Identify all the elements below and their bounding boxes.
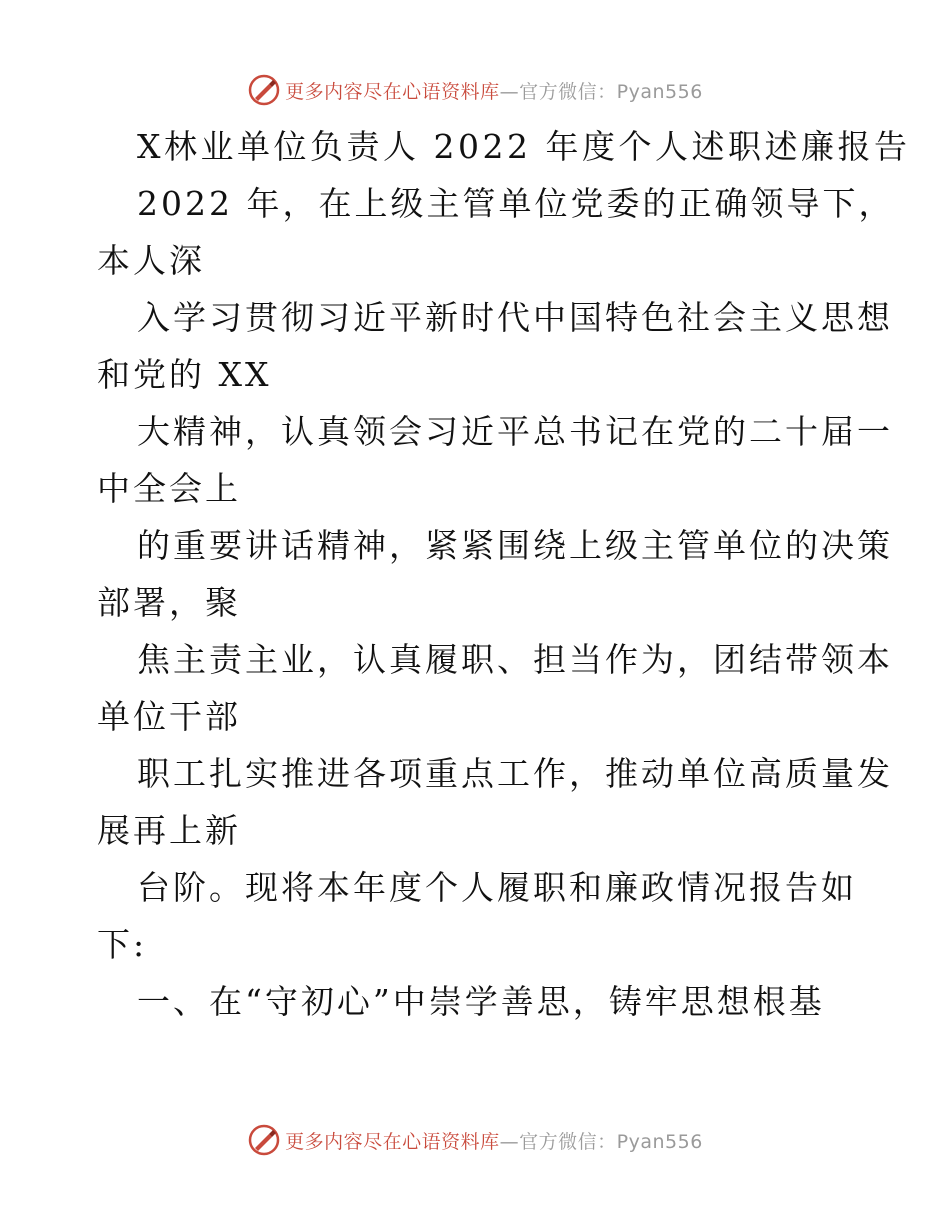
text-line: 展再上新	[97, 811, 241, 850]
watermark-brand: 更多内容尽在心语资料库	[285, 1130, 500, 1153]
pen-logo-icon	[247, 73, 281, 107]
watermark-text	[285, 1127, 703, 1154]
watermark-contact: —官方微信：Pyan556	[499, 80, 703, 103]
text-line: 2022 年，在上级主管单位党委的正确领导下，	[137, 184, 895, 223]
document-paragraphs	[97, 175, 895, 1030]
text-line: 大精神，认真领会习近平总书记在党的二十届一	[137, 412, 893, 451]
document-title: X林业单位负责人 2022 年度个人述职述廉报告	[137, 127, 911, 166]
text-line: 台阶。现将本年度个人履职和廉政情况报告如	[137, 868, 857, 907]
watermark-brand: 更多内容尽在心语资料库	[285, 80, 500, 103]
text-line: 单位干部	[97, 697, 241, 736]
text-line: 的重要讲话精神，紧紧围绕上级主管单位的决策	[137, 526, 893, 565]
header-watermark	[0, 70, 950, 110]
text-line: 入学习贯彻习近平新时代中国特色社会主义思想	[137, 298, 893, 337]
pen-logo-icon	[247, 1123, 281, 1157]
text-line: 本人深	[97, 241, 205, 280]
watermark-contact: —官方微信：Pyan556	[499, 1130, 703, 1153]
text-line: 下:	[97, 925, 148, 964]
text-line: 职工扎实推进各项重点工作，推动单位高质量发	[137, 754, 893, 793]
text-line: 部署，聚	[97, 583, 241, 622]
text-line: 和党的 XX	[97, 355, 272, 394]
text-line: 中全会上	[97, 469, 241, 508]
footer-watermark	[0, 1120, 950, 1160]
text-line: 一、在“守初心”中崇学善思，铸牢思想根基	[137, 982, 825, 1021]
text-line: 焦主责主业，认真履职、担当作为，团结带领本	[137, 640, 893, 679]
watermark-text	[285, 77, 703, 104]
document-body	[97, 118, 911, 1030]
